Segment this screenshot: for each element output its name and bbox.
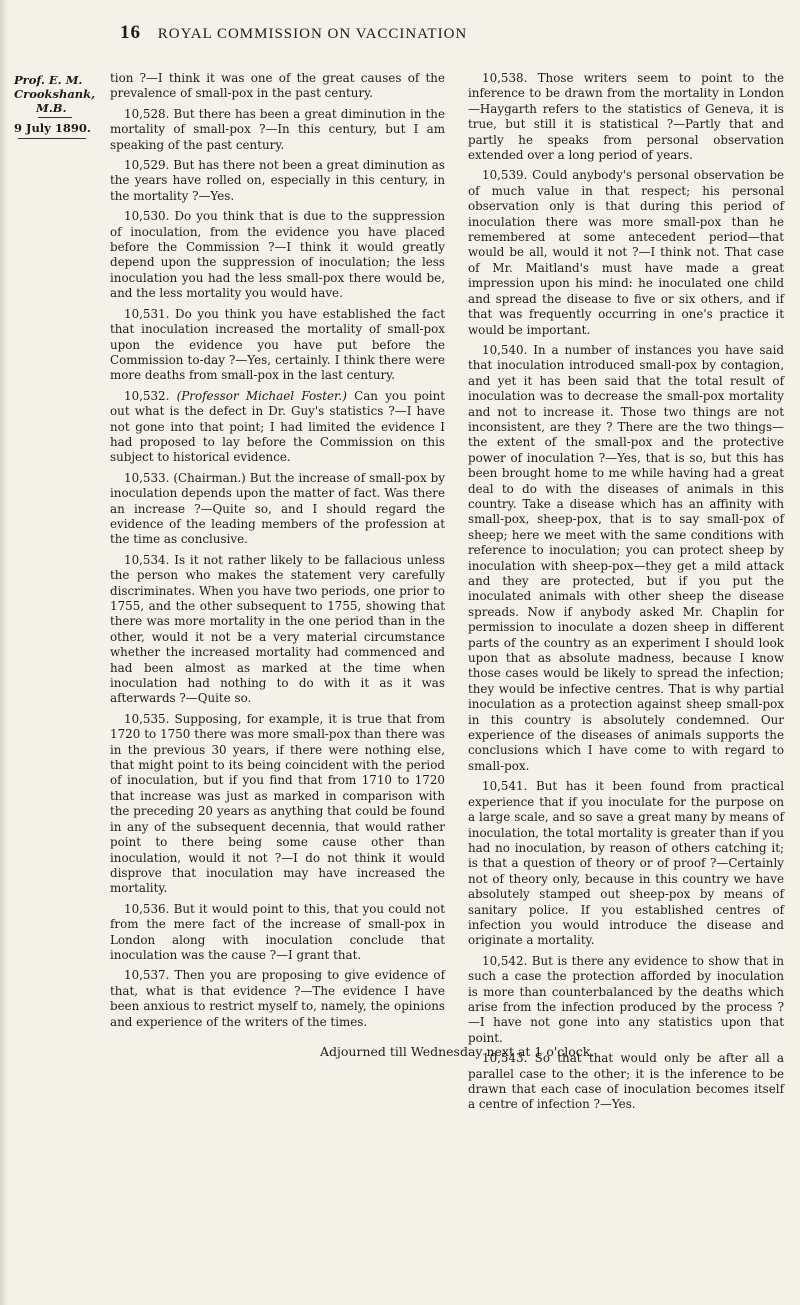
question-text: Can you point out what is the defect in Dr. Guy's statistics ?—I have not gone into that point; I had limited the evidence I had proposed to lay before the Commission on this subject to historical evidence.	[110, 388, 446, 465]
speaker-label: (Professor Michael Foster.)	[176, 388, 347, 403]
paragraph: 10,536. But it would point to this, that you could not from the mere fact of the increase of small-pox in London along with inoculation conclude that inoculation was the cause ?—I grant that.	[110, 901, 445, 962]
page-edge-shadow	[0, 0, 8, 1305]
paragraph: 10,538. Those writers seem to point to the inference to be drawn from the mortality in London—Haygarth refers to the statistics of Geneva, it is true, but still it is statistical ?—Partly that and partly he speaks from personal observation extended over a long period of years.	[468, 71, 784, 163]
paragraph: 10,534. Is it not rather likely to be fallacious unless the person who makes the statement very carefully discriminates. When you have two periods, one prior to 1755, and the other subsequent to 1755, showing that there was more mortality in the one period than in the other, would it not be a very material circumstance whether the increased mortality had commenced and had been almost as marked at the time when inoculation had nothing to do with it as it was afterwards ?—Quite so.	[110, 552, 445, 706]
running-title: ROYAL COMMISSION ON VACCINATION	[157, 26, 468, 42]
witness-name-line2: Crookshank,	[14, 87, 96, 101]
paragraph: 10,535. Supposing, for example, it is true that from 1720 to 1750 there was more small-pox than there was in the previous 30 years, if there were nothing else, that might point to its being coincident with the period of inoculation, but if you find that from 1710 to 1720 that increase was just as marked in comparison with the preceding 20 years as anything that could be found in any of the subsequent decennia, that would rather point to there being some cause other than inoculation, would it not ?—I do not think it would disprove that inoculation may have increased the mortality.	[110, 711, 445, 896]
paragraph: 10,540. In a number of instances you have said that inoculation introduced small-pox by contagion, and yet it has been said that the total result of inoculation was to decrease the small-pox mortality and not to increase it. Those two things are not inconsistent, are they ? There are the two things—the extent of the small-pox and the protective power of inoculation ?—Yes, that is so, but this has been brought home to me while having had a great deal to do with the diseases of animals in this country. Take a disease which has an affinity with small-pox, sheep-pox, that is to say small-pox of sheep; here we meet with the same conditions with reference to inoculation; you can protect sheep by inoculation with sheep-pox—they get a mild attack and they are protected, but if you put the inoculated animals with other sheep the disease spreads. Now if anybody asked Mr. Chaplin for permission to inoculate a dozen sheep in different parts of the country as an experiment I should look upon that as absolute madness, because I know those cases would be likely to spread the infection; they would be infective centres. That is why partial inoculation as a protection against sheep small-pox in this country is absolutely condemned. Our experience of the diseases of animals supports the conclusions which I have come to with regard to small-pox.	[468, 342, 784, 773]
page-number: 16	[120, 22, 141, 43]
margin-witness-note	[14, 73, 106, 139]
paragraph: 10,542. But is there any evidence to show that in such a case the protection afforded by inoculation is more than counterbalanced by the deaths which arise from the infection produced by the process ?—I have not gone into any statistics upon that point.	[468, 953, 784, 1045]
witness-name-line1: Prof. E. M.	[14, 73, 83, 87]
paragraph: 10,529. But has there not been a great diminution as the years have rolled on, especially in this century, in the mortality ?—Yes.	[110, 158, 445, 203]
margin-rule-lower	[18, 138, 86, 139]
left-column	[110, 71, 445, 1035]
paragraph: 10,533. (Chairman.) But the increase of small-pox by inoculation depends upon the matter of fact. Was there an increase ?—Quite so, and I should regard the evidence of the leading members of the profession at the time as conclusive.	[110, 470, 445, 547]
margin-rule	[38, 117, 72, 118]
paragraph: 10,543. So that that would only be after all a parallel case to the other; it is the inference to be drawn that each case of inoculation becomes itself a centre of infection ?—Yes.	[468, 1051, 784, 1112]
witness-degree: M.B.	[36, 101, 67, 115]
paragraph: 10,539. Could anybody's personal observation be of much value in that respect; his personal observation only is that during this period of inoculation there was more small-pox than he remembered at some antecedent period—that would be all, would it not ?—I think not. That case of Mr. Maitland's must have made a great impression upon his mind: he inoculated one child and spread the disease to five or six others, and if that was frequently occurring in one's practice it would be important.	[468, 168, 784, 337]
question-number: 10,532.	[124, 388, 170, 403]
paragraph: 10,530. Do you think that is due to the suppression of inoculation, from the evidence you have placed before the Commission ?—I think it would greatly depend upon the suppression of inoculation; the less inoculation you had the less small-pox there would be, and the less mortality you would have.	[110, 209, 445, 301]
adjournment-note: Adjourned till Wednesday next at 1 o'clock.	[320, 1044, 595, 1059]
running-header	[120, 22, 780, 44]
paragraph: 10,537. Then you are proposing to give evidence of that, what is that evidence ?—The evidence I have been anxious to restrict myself to, namely, the opinions and experience of the writers of the times.	[110, 968, 445, 1029]
paragraph: 10,528. But there has been a great diminution in the mortality of small-pox ?—In this century, but I am speaking of the past century.	[110, 106, 445, 152]
paragraph: 10,531. Do you think you have established the fact that inoculation increased the mortality of small-pox upon the evidence you have put before the Commission to-day ?—Yes, certainly. I think there were more deaths from small-pox in the last century.	[110, 306, 445, 383]
right-column	[468, 71, 784, 1118]
paragraph-10532	[110, 389, 445, 466]
paragraph: tion ?—I think it was one of the great causes of the prevalence of small-pox in the past century.	[110, 71, 445, 101]
paragraph: 10,541. But has it been found from practical experience that if you inoculate for the purpose on a large scale, and so save a great many by means of inoculation, the total mortality is greater than if you had no inoculation, by reason of others catching it; is that a question of theory or of proof ?—Certainly not of theory only, because in this country we have absolutely stamped out sheep-pox by means of sanitary police. If you established centres of infection you would introduce the disease and originate a mortality.	[468, 779, 784, 948]
hearing-date: 9 July 1890.	[14, 121, 91, 135]
